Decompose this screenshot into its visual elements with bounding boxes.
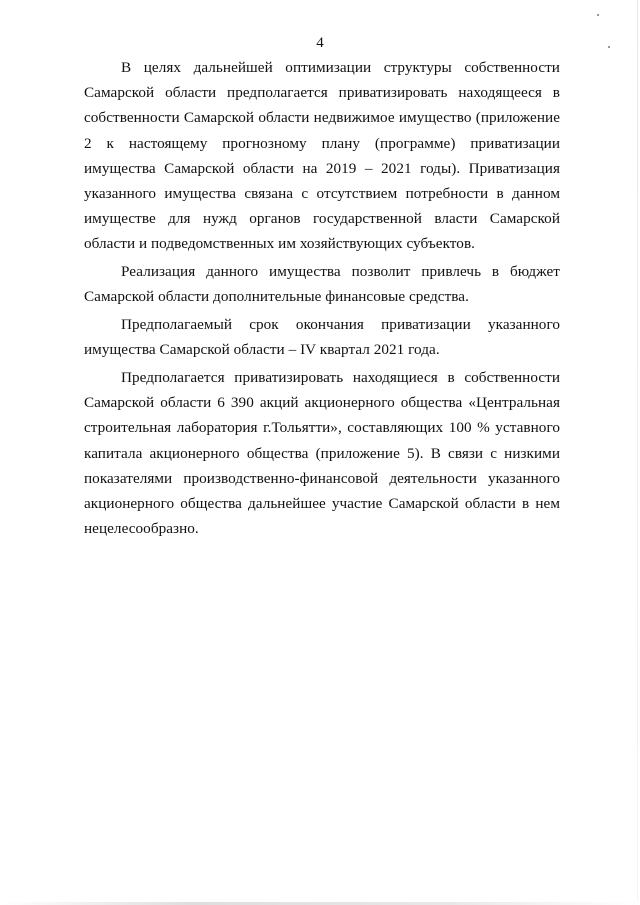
paragraph-shares-privatization: Предполагается приватизировать находящиеся в собственности Самарской области 6 390 акций акционерного общества «Центральная строительная лаборатория г.Тольятти», составляющих 100 % уставного капитала акционерного общества (приложение 5). В связи с низкими показателями производственно-финансовой деятельности указанного акционерного общества дальнейшее участие Самарской области в нем нецелесообразно. xyxy=(84,368,560,538)
document-body xyxy=(84,55,560,541)
scan-edge-line xyxy=(637,0,638,905)
page-number: 4 xyxy=(316,35,324,51)
paragraph-budget-funds: Реализация данного имущества позволит привлечь в бюджет Самарской области дополнительные финансовые средства. xyxy=(84,263,560,306)
scan-speck xyxy=(597,14,599,16)
paragraph-privatization-deadline: Предполагаемый срок окончания приватизации указанного имущества Самарской области – IV квартал 2021 года. xyxy=(84,316,560,359)
paragraph-privatization-real-estate: В целях дальнейшей оптимизации структуры собственности Самарской области предполагается приватизировать находящееся в собственности Самарской области недвижимое имущество (приложение 2 к настоящему прогнозному плану (программе) приватизации имущества Самарской области на 2019 – 2021 годы). Приватизация указанного имущества связана с отсутствием потребности в данном имуществе для нужд органов государственной власти Самарской области и подведомственных им хозяйствующих субъектов. xyxy=(84,59,560,253)
scan-speck xyxy=(608,46,610,48)
